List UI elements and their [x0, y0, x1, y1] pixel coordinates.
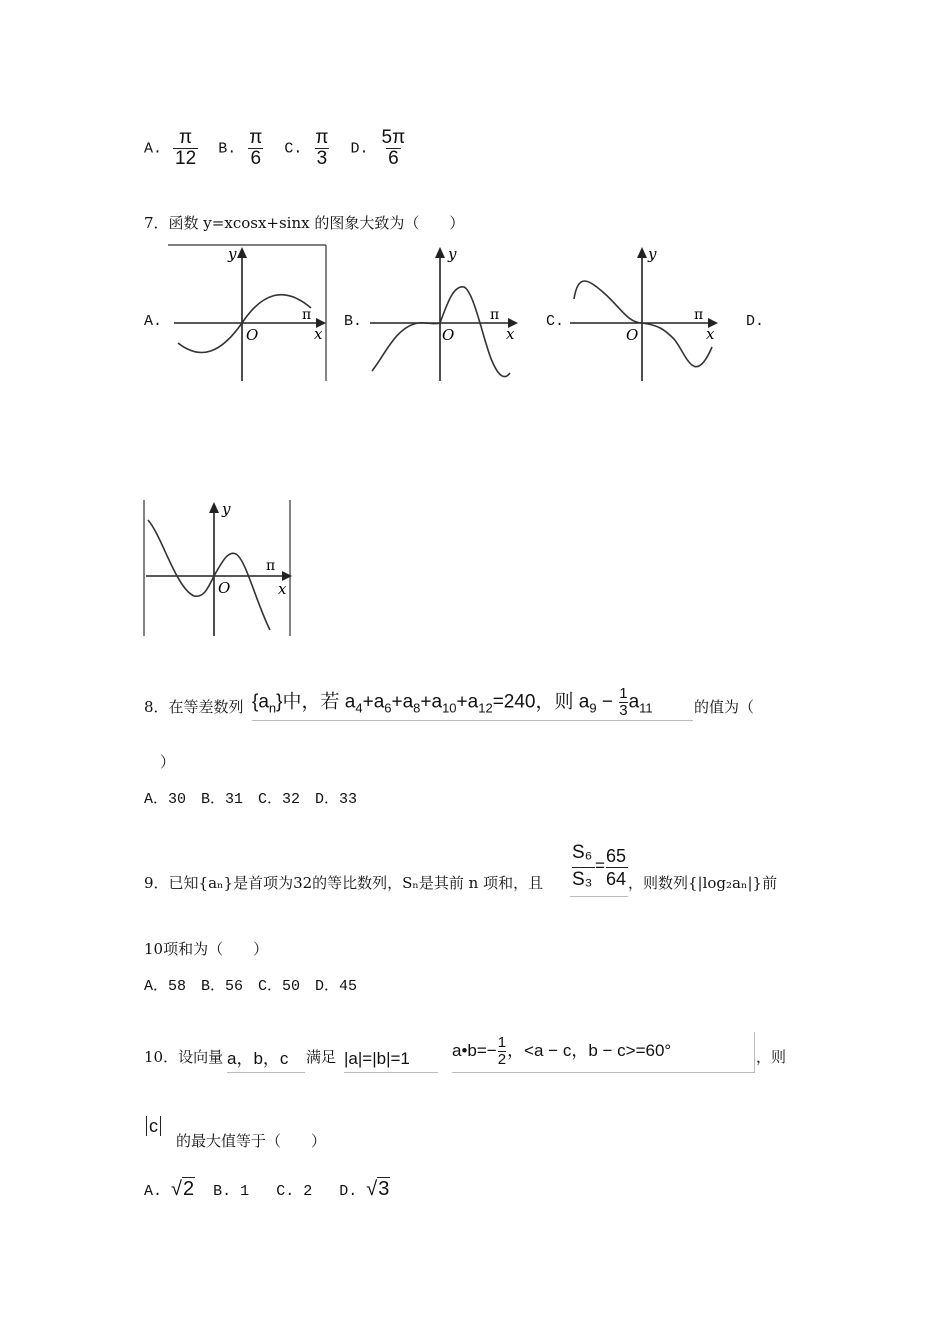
q10-option-d-label: D. [339, 1183, 358, 1200]
pi-label: π [694, 307, 704, 323]
axis-y-label: y [648, 245, 657, 263]
axis-x-label: x [506, 325, 515, 343]
q7-label-a: A. [144, 313, 163, 330]
q9-line2: 10项和为（ ） [144, 940, 269, 958]
axis-x-label: x [278, 580, 287, 598]
pi-label: π [266, 558, 276, 574]
q10-option-a-sqrt: √2 [171, 1178, 195, 1200]
q10-cond2: a•b=− $\frac{1}{2}$ ，<a − c，b − c>=60° [452, 1032, 755, 1073]
q6-option-b-label: B. [218, 140, 237, 158]
q7-graph-b [368, 243, 520, 383]
q6-option-a-label: A. [144, 140, 163, 158]
q10-mid: 满足 [306, 1048, 337, 1066]
pi-label: π [490, 307, 500, 323]
q8-equation: $\{a_n\}$中，若 $a_4+a_6+a_8+a_{10}+a_{12}=240$，则 $a_9$ − $\frac{1}{3}$ $a_{11}$ [252, 686, 693, 721]
q10-prefix: 10．设向量 [144, 1048, 224, 1066]
q10-option-c: C. 2 [276, 1183, 313, 1200]
q6-option-c-label: C. [284, 140, 303, 158]
q8-suffix: 的值为（ [694, 698, 755, 716]
q6-option-d-label: D. [350, 140, 369, 158]
q10-option-b: B. 1 [213, 1183, 250, 1200]
q10-suffix: ，则 [756, 1048, 787, 1066]
q6-option-d-fraction: $\frac{5\pi}{6}$ [381, 127, 406, 169]
origin-label: O [218, 579, 231, 597]
q7-graph-a [166, 243, 328, 383]
q9-prefix: 9．已知{aₙ}是首项为32的等比数列，Sₙ是其前 n 项和，且 [144, 874, 544, 892]
q7-label-c: C. [546, 313, 565, 330]
q7-label-b: B. [344, 313, 363, 330]
q10-option-a-label: A. [144, 1183, 163, 1200]
origin-label: O [442, 326, 455, 344]
q6-options [144, 128, 409, 169]
axis-x-label: x [314, 325, 323, 343]
q8-options: A．30 B．31 C．32 D．33 [144, 791, 358, 808]
axis-x-label: x [706, 325, 715, 343]
axis-y-label: y [448, 245, 457, 263]
q10-cond1: |a|=|b|=1 [344, 1042, 438, 1073]
origin-label: O [626, 326, 639, 344]
axis-y-label: y [228, 245, 237, 263]
pi-label: π [302, 307, 312, 323]
q10-options [144, 1178, 390, 1201]
q8-prefix: 8．在等差数列 [144, 698, 244, 716]
q7-graph-d [142, 498, 294, 638]
q6-option-c-fraction: $\frac{\pi}{3}$ [315, 127, 329, 169]
q10-option-d-sqrt: √3 [366, 1178, 390, 1200]
q10-line2: 的最大值等于（ ） [176, 1132, 327, 1150]
q9-options: A．58 B．56 C．50 D．45 [144, 978, 358, 995]
q10-abs-c: c [146, 1116, 161, 1137]
q7-graph-c [568, 243, 720, 383]
q10-vectors: a，b，c [227, 1042, 305, 1073]
q7-label-d: D. [746, 313, 765, 330]
q7-stem: 7．函数 y=xcosx+sinx 的图象大致为（ ） [144, 214, 465, 232]
q9-suffix: ，则数列{|log₂aₙ|}前 [628, 874, 778, 892]
q8-close: ） [160, 753, 176, 771]
axis-y-label: y [222, 500, 231, 518]
origin-label: O [246, 326, 259, 344]
q6-option-b-fraction: $\frac{\pi}{6}$ [249, 127, 263, 169]
q6-option-a-fraction: $\frac{\pi}{12}$ [175, 127, 197, 169]
q9-ratio: S₆ S₃ = 65 64 [570, 842, 628, 897]
